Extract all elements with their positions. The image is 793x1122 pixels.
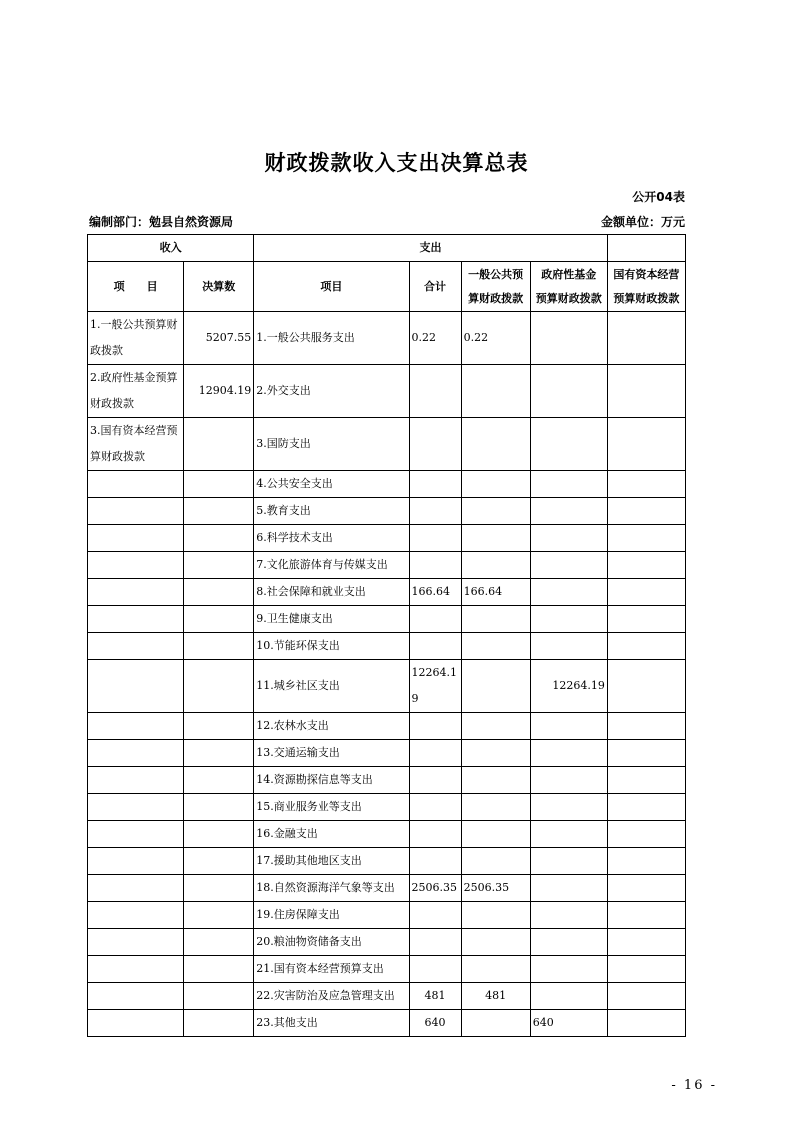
total-cell	[409, 767, 461, 794]
table-body	[88, 312, 686, 1037]
income-amount-cell	[184, 929, 254, 956]
table-row	[88, 929, 686, 956]
fund-budget-cell	[530, 606, 607, 633]
fund-budget-cell	[530, 713, 607, 740]
income-amount-cell	[184, 579, 254, 606]
state-capital-cell	[607, 525, 685, 552]
fund-budget-cell	[530, 312, 607, 365]
state-capital-cell	[607, 902, 685, 929]
expense-item-column-header: 项目	[254, 262, 409, 312]
state-capital-cell	[607, 1010, 685, 1037]
general-budget-cell	[461, 794, 530, 821]
fund-header-line2: 预算财政拨款	[535, 291, 602, 305]
income-item-cell: 2.政府性基金预算财政拨款	[88, 365, 184, 418]
state-capital-cell	[607, 713, 685, 740]
general-budget-cell: 166.64	[461, 579, 530, 606]
expense-item-cell: 15.商业服务业等支出	[254, 794, 409, 821]
income-item-cell: 3.国有资本经营预算财政拨款	[88, 418, 184, 471]
income-item-cell	[88, 983, 184, 1010]
table-row	[88, 875, 686, 902]
total-column-header: 合计	[409, 262, 461, 312]
fund-budget-cell: 12264.19	[530, 660, 607, 713]
general-budget-cell	[461, 606, 530, 633]
form-number: 公开04表	[632, 190, 685, 204]
total-cell	[409, 418, 461, 471]
total-cell: 2506.35	[409, 875, 461, 902]
general-budget-cell	[461, 498, 530, 525]
expense-item-cell: 4.公共安全支出	[254, 471, 409, 498]
income-amount-cell: 5207.55	[184, 312, 254, 365]
table-row	[88, 498, 686, 525]
expense-item-cell: 7.文化旅游体育与传媒支出	[254, 552, 409, 579]
state-capital-cell	[607, 312, 685, 365]
page-title: 财政拨款收入支出决算总表	[264, 151, 529, 175]
fund-budget-cell	[530, 365, 607, 418]
page-number: - 16 -	[671, 1078, 717, 1093]
table-row	[88, 660, 686, 713]
income-item-cell	[88, 552, 184, 579]
fund-budget-cell	[530, 821, 607, 848]
fund-budget-cell	[530, 875, 607, 902]
expense-item-cell: 19.住房保障支出	[254, 902, 409, 929]
total-cell: 0.22	[409, 312, 461, 365]
income-item-cell	[88, 525, 184, 552]
expense-header: 支出	[254, 235, 608, 262]
table-row	[88, 794, 686, 821]
general-budget-cell	[461, 902, 530, 929]
state-capital-cell	[607, 552, 685, 579]
general-budget-cell	[461, 713, 530, 740]
table-row	[88, 579, 686, 606]
state-capital-column-header	[607, 262, 685, 312]
income-amount-cell	[184, 767, 254, 794]
total-cell	[409, 471, 461, 498]
total-cell: 481	[409, 983, 461, 1010]
income-amount-cell	[184, 498, 254, 525]
general-budget-cell	[461, 418, 530, 471]
income-amount-cell	[184, 821, 254, 848]
state-capital-cell	[607, 767, 685, 794]
general-budget-cell	[461, 821, 530, 848]
income-header: 收入	[88, 235, 254, 262]
income-amount-cell	[184, 956, 254, 983]
total-cell	[409, 929, 461, 956]
item-column-header: 项 目	[88, 262, 184, 312]
general-header-line2: 算财政拨款	[468, 291, 524, 305]
income-amount-cell	[184, 740, 254, 767]
income-amount-cell: 12904.19	[184, 365, 254, 418]
state-capital-cell	[607, 740, 685, 767]
general-budget-cell	[461, 660, 530, 713]
table-row	[88, 633, 686, 660]
state-capital-cell	[607, 579, 685, 606]
income-item-cell	[88, 471, 184, 498]
table-row	[88, 418, 686, 471]
total-cell	[409, 606, 461, 633]
table-row	[88, 552, 686, 579]
state-capital-cell	[607, 794, 685, 821]
general-budget-cell	[461, 525, 530, 552]
total-cell	[409, 525, 461, 552]
general-budget-cell	[461, 929, 530, 956]
income-item-cell	[88, 956, 184, 983]
state-capital-cell	[607, 633, 685, 660]
total-cell	[409, 552, 461, 579]
general-budget-cell	[461, 552, 530, 579]
table-row	[88, 606, 686, 633]
general-budget-column-header	[461, 262, 530, 312]
table-row	[88, 902, 686, 929]
state-capital-cell	[607, 956, 685, 983]
expense-item-cell: 23.其他支出	[254, 1010, 409, 1037]
expense-item-cell: 5.教育支出	[254, 498, 409, 525]
total-cell: 12264.19	[409, 660, 461, 713]
income-item-cell	[88, 821, 184, 848]
state-capital-cell	[607, 471, 685, 498]
total-cell	[409, 794, 461, 821]
income-amount-cell	[184, 633, 254, 660]
income-item-cell	[88, 606, 184, 633]
table-row	[88, 821, 686, 848]
total-cell	[409, 365, 461, 418]
fund-budget-cell	[530, 579, 607, 606]
income-amount-cell	[184, 660, 254, 713]
expense-item-cell: 17.援助其他地区支出	[254, 848, 409, 875]
income-item-cell	[88, 767, 184, 794]
total-cell	[409, 713, 461, 740]
state-capital-cell	[607, 875, 685, 902]
table-row	[88, 1010, 686, 1037]
total-cell	[409, 498, 461, 525]
final-amount-column-header: 决算数	[184, 262, 254, 312]
expense-item-cell: 8.社会保障和就业支出	[254, 579, 409, 606]
income-amount-cell	[184, 713, 254, 740]
total-cell	[409, 740, 461, 767]
general-budget-cell: 481	[461, 983, 530, 1010]
income-item-cell	[88, 848, 184, 875]
expense-item-cell: 9.卫生健康支出	[254, 606, 409, 633]
general-budget-cell	[461, 1010, 530, 1037]
income-amount-cell	[184, 983, 254, 1010]
expense-item-cell: 2.外交支出	[254, 365, 409, 418]
income-item-cell	[88, 633, 184, 660]
expense-item-cell: 10.节能环保支出	[254, 633, 409, 660]
total-cell	[409, 633, 461, 660]
income-item-cell	[88, 498, 184, 525]
budget-table	[87, 234, 686, 1037]
total-cell	[409, 902, 461, 929]
expense-item-cell: 22.灾害防治及应急管理支出	[254, 983, 409, 1010]
income-item-cell	[88, 1010, 184, 1037]
state-capital-cell	[607, 848, 685, 875]
table-row	[88, 525, 686, 552]
income-amount-cell	[184, 418, 254, 471]
state-capital-cell	[607, 498, 685, 525]
fund-budget-cell	[530, 956, 607, 983]
income-amount-cell	[184, 848, 254, 875]
income-item-cell	[88, 740, 184, 767]
total-cell	[409, 848, 461, 875]
general-budget-cell	[461, 956, 530, 983]
income-amount-cell	[184, 606, 254, 633]
income-item-cell	[88, 794, 184, 821]
total-cell	[409, 956, 461, 983]
fund-budget-cell	[530, 902, 607, 929]
table-row	[88, 312, 686, 365]
income-item-cell	[88, 579, 184, 606]
fund-budget-cell	[530, 740, 607, 767]
department-label: 编制部门：勉县自然资源局	[89, 215, 234, 229]
expense-item-cell: 14.资源勘探信息等支出	[254, 767, 409, 794]
table-row	[88, 713, 686, 740]
table-row	[88, 471, 686, 498]
income-item-cell	[88, 902, 184, 929]
expense-item-cell: 21.国有资本经营预算支出	[254, 956, 409, 983]
expense-item-cell: 6.科学技术支出	[254, 525, 409, 552]
income-amount-cell	[184, 875, 254, 902]
fund-budget-column-header	[530, 262, 607, 312]
table-row	[88, 365, 686, 418]
income-item-cell	[88, 713, 184, 740]
expense-item-cell: 12.农林水支出	[254, 713, 409, 740]
income-item-cell	[88, 929, 184, 956]
general-budget-cell	[461, 848, 530, 875]
table-row	[88, 983, 686, 1010]
unit-label: 金额单位：万元	[600, 215, 685, 229]
state-header-line2: 预算财政拨款	[613, 291, 680, 305]
total-cell: 640	[409, 1010, 461, 1037]
table-row	[88, 848, 686, 875]
income-item-cell: 1.一般公共预算财政拨款	[88, 312, 184, 365]
general-budget-cell	[461, 767, 530, 794]
state-capital-cell	[607, 365, 685, 418]
fund-budget-cell	[530, 471, 607, 498]
fund-budget-cell	[530, 848, 607, 875]
fund-budget-cell	[530, 552, 607, 579]
expense-item-cell: 3.国防支出	[254, 418, 409, 471]
income-amount-cell	[184, 525, 254, 552]
income-amount-cell	[184, 794, 254, 821]
income-amount-cell	[184, 1010, 254, 1037]
state-capital-cell	[607, 983, 685, 1010]
general-budget-cell	[461, 471, 530, 498]
table-row	[88, 767, 686, 794]
total-cell	[409, 821, 461, 848]
income-amount-cell	[184, 902, 254, 929]
fund-budget-cell: 640	[530, 1010, 607, 1037]
total-cell: 166.64	[409, 579, 461, 606]
fund-budget-cell	[530, 767, 607, 794]
fund-budget-cell	[530, 929, 607, 956]
expense-item-cell: 1.一般公共服务支出	[254, 312, 409, 365]
general-header-line1: 一般公共预	[468, 267, 524, 281]
table-row	[88, 956, 686, 983]
income-amount-cell	[184, 471, 254, 498]
table-row	[88, 740, 686, 767]
income-item-cell	[88, 875, 184, 902]
general-budget-cell	[461, 633, 530, 660]
expense-item-cell: 11.城乡社区支出	[254, 660, 409, 713]
general-budget-cell	[461, 365, 530, 418]
state-capital-cell	[607, 418, 685, 471]
fund-budget-cell	[530, 794, 607, 821]
empty-header-cell	[607, 235, 685, 262]
state-header-line1: 国有资本经营	[613, 267, 680, 281]
expense-item-cell: 18.自然资源海洋气象等支出	[254, 875, 409, 902]
state-capital-cell	[607, 660, 685, 713]
state-capital-cell	[607, 929, 685, 956]
state-capital-cell	[607, 606, 685, 633]
income-amount-cell	[184, 552, 254, 579]
fund-budget-cell	[530, 498, 607, 525]
expense-item-cell: 13.交通运输支出	[254, 740, 409, 767]
general-budget-cell: 0.22	[461, 312, 530, 365]
fund-budget-cell	[530, 525, 607, 552]
fund-header-line1: 政府性基金	[541, 267, 597, 281]
general-budget-cell: 2506.35	[461, 875, 530, 902]
expense-item-cell: 16.金融支出	[254, 821, 409, 848]
expense-item-cell: 20.粮油物资储备支出	[254, 929, 409, 956]
fund-budget-cell	[530, 983, 607, 1010]
fund-budget-cell	[530, 633, 607, 660]
fund-budget-cell	[530, 418, 607, 471]
state-capital-cell	[607, 821, 685, 848]
general-budget-cell	[461, 740, 530, 767]
income-item-cell	[88, 660, 184, 713]
